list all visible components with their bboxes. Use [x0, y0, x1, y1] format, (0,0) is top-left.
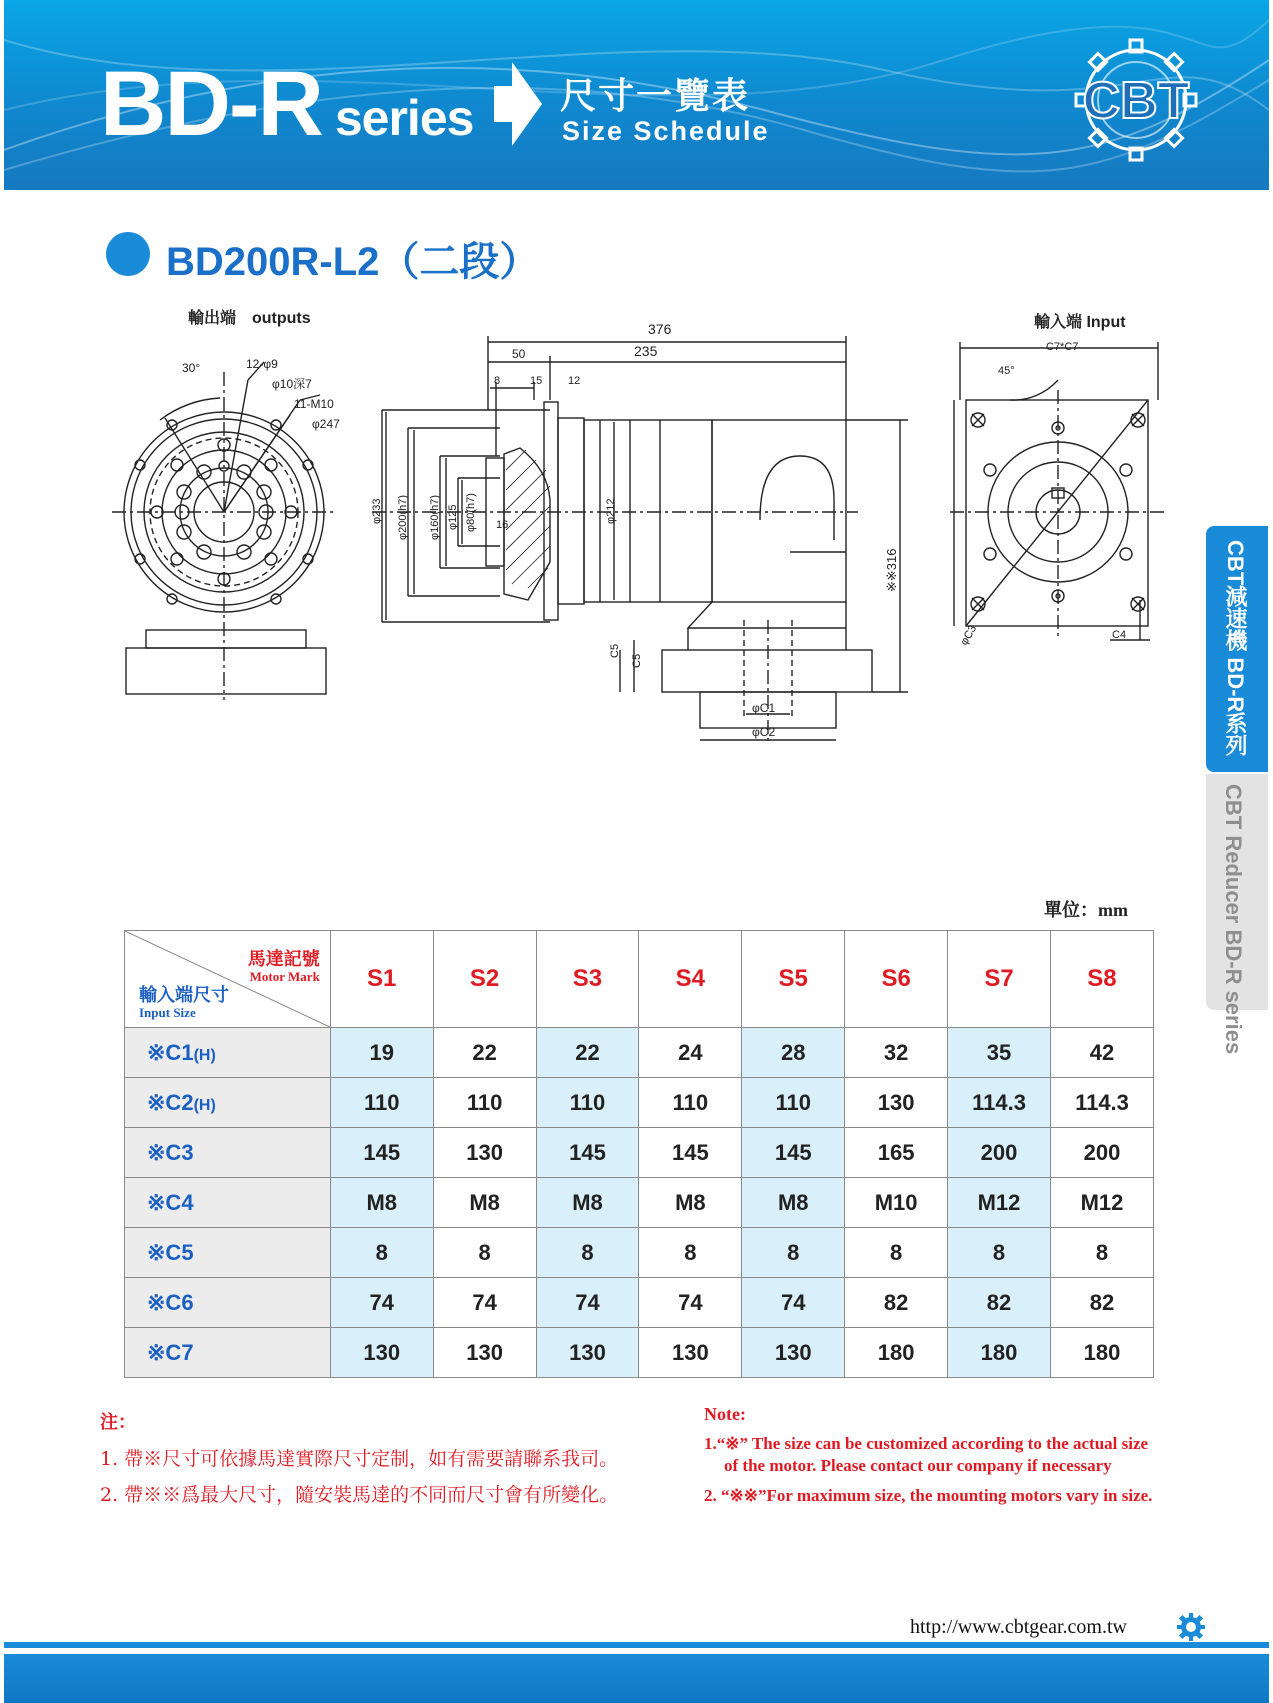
dim-c4: C4: [1112, 629, 1127, 641]
input-end-view: [950, 342, 1166, 640]
table-cell: 110: [742, 1078, 845, 1128]
output-end-label: 輸出端 outputs: [188, 310, 311, 327]
table-cell: 74: [639, 1278, 742, 1328]
dim-16: 16: [496, 519, 509, 531]
column-header: S3: [536, 931, 639, 1028]
table-cell: 32: [845, 1028, 948, 1078]
table-corner-cell: [125, 931, 331, 1028]
row-header: [125, 1328, 331, 1378]
logo-text: CBT: [1082, 72, 1190, 130]
table-cell: 200: [948, 1128, 1051, 1178]
table-cell: 74: [330, 1278, 433, 1328]
table-cell: 8: [742, 1228, 845, 1278]
input-size-label: 輸入端尺寸: [139, 985, 229, 1006]
unit-label: 單位：mm: [1044, 900, 1128, 920]
note-cn-2: 2. 帶※※爲最大尺寸，隨安裝馬達的不同而尺寸會有所變化。: [100, 1484, 619, 1506]
table-cell: 110: [639, 1078, 742, 1128]
table-cell: M10: [845, 1178, 948, 1228]
table-cell: 130: [330, 1328, 433, 1378]
table-cell: 130: [433, 1128, 536, 1178]
dim-angle-30: 30°: [182, 361, 201, 375]
column-header: S7: [948, 931, 1051, 1028]
section-title: BD200R-L2（二段）: [166, 240, 540, 284]
table-cell: 165: [845, 1128, 948, 1178]
dim-pin: φ10深7: [272, 377, 312, 391]
subtitle-en: Size Schedule: [562, 116, 770, 146]
dim-160: φ160(h7): [429, 494, 441, 540]
table-cell: M8: [330, 1178, 433, 1228]
subtitle-cn: 尺寸一覽表: [560, 76, 751, 117]
table-cell: M8: [639, 1178, 742, 1228]
note-en-2: 2. “※※”For maximum size, the mounting motors vary in size.: [704, 1486, 1153, 1505]
dim-80: φ80(h7): [465, 493, 477, 532]
motor-mark-label: 馬達記號: [247, 949, 320, 970]
dim-c7: C7*C7: [1046, 341, 1079, 353]
table-cell: M12: [1050, 1178, 1153, 1228]
table-cell: 145: [639, 1128, 742, 1178]
table-cell: 8: [433, 1228, 536, 1278]
column-header: S5: [742, 931, 845, 1028]
table-cell: 110: [536, 1078, 639, 1128]
table-row: [125, 1128, 1154, 1178]
dim-12: 12: [568, 375, 581, 387]
table-cell: 130: [536, 1328, 639, 1378]
dim-15: 15: [530, 375, 543, 387]
dim-flange: 50: [512, 347, 526, 361]
dim-c1: φC1: [752, 701, 776, 715]
table-cell: 180: [845, 1328, 948, 1378]
table-cell: M12: [948, 1178, 1051, 1228]
dim-height-316: ※※316: [884, 548, 899, 592]
table-cell: M8: [433, 1178, 536, 1228]
notes-title-cn: 注：: [100, 1412, 136, 1433]
table-cell: 74: [536, 1278, 639, 1328]
table-cell: 130: [742, 1328, 845, 1378]
dim-c5-a: C5: [609, 643, 621, 658]
table-cell: 130: [845, 1078, 948, 1128]
table-cell: M8: [536, 1178, 639, 1228]
table-cell: 130: [639, 1328, 742, 1378]
dim-125: φ125: [447, 504, 459, 530]
table-row: [125, 1178, 1154, 1228]
row-label: ※C2: [147, 1089, 194, 1115]
column-header: S2: [433, 931, 536, 1028]
dim-c5-b: C5: [631, 653, 643, 668]
dim-pcd: φ247: [312, 417, 340, 431]
row-header: [125, 1128, 331, 1178]
row-label-suffix: (H): [193, 1046, 216, 1064]
footer-divider: [4, 1642, 1269, 1648]
row-label: ※C3: [147, 1139, 194, 1165]
row-label: ※C6: [147, 1289, 194, 1315]
row-label: ※C5: [147, 1239, 194, 1265]
table-cell: 28: [742, 1028, 845, 1078]
table-cell: 180: [1050, 1328, 1153, 1378]
side-tab-text-cn: CBT減速機 BD-R系列: [1223, 540, 1248, 757]
table-cell: 8: [948, 1228, 1051, 1278]
table-cell: 35: [948, 1028, 1051, 1078]
column-header: S4: [639, 931, 742, 1028]
series-suffix: series: [321, 90, 474, 146]
table-row: [125, 1328, 1154, 1378]
table-cell: 74: [433, 1278, 536, 1328]
dim-c3: φC3: [958, 623, 980, 648]
table-cell: 82: [1050, 1278, 1153, 1328]
table-cell: 22: [536, 1028, 639, 1078]
website-link[interactable]: http://www.cbtgear.com.tw: [910, 1616, 1127, 1638]
row-header: [125, 1228, 331, 1278]
note-cn-1: 1. 帶※尺寸可依據馬達實際尺寸定制，如有需要請聯系我司。: [100, 1448, 619, 1470]
table-cell: 110: [330, 1078, 433, 1128]
table-cell: 82: [845, 1278, 948, 1328]
side-section-view: [372, 336, 908, 740]
dim-c2: φC2: [752, 725, 776, 739]
table-cell: 114.3: [1050, 1078, 1153, 1128]
table-cell: 110: [433, 1078, 536, 1128]
footer-bar: [4, 1654, 1269, 1703]
dim-200: φ200(h7): [397, 494, 409, 540]
input-end-label: 輸入端 Input: [1034, 314, 1126, 331]
table-cell: 19: [330, 1028, 433, 1078]
dim-total-length: 376: [648, 321, 672, 337]
size-schedule-table: [124, 930, 1154, 1378]
column-header: S6: [845, 931, 948, 1028]
row-label: ※C1: [147, 1039, 194, 1065]
table-cell: 22: [433, 1028, 536, 1078]
table-row: [125, 1228, 1154, 1278]
table-cell: 24: [639, 1028, 742, 1078]
series-name: BD-R: [100, 53, 322, 155]
notes-title-en: Note:: [704, 1404, 746, 1424]
motor-mark-label-en: Motor Mark: [249, 969, 320, 984]
row-header: [125, 1078, 331, 1128]
table-cell: 145: [330, 1128, 433, 1178]
dim-tap: 11-M10: [294, 397, 334, 411]
output-end-view: [112, 362, 336, 700]
table-cell: 180: [948, 1328, 1051, 1378]
table-cell: 8: [845, 1228, 948, 1278]
row-label: ※C7: [147, 1339, 194, 1365]
row-header: [125, 1278, 331, 1328]
table-cell: 82: [948, 1278, 1051, 1328]
dim-8: 8: [494, 375, 501, 387]
dim-holes: 12-φ9: [246, 357, 278, 371]
dim-angle-45: 45°: [998, 365, 1015, 377]
table-cell: 74: [742, 1278, 845, 1328]
row-header: [125, 1028, 331, 1078]
table-row: [125, 1078, 1154, 1128]
table-cell: 8: [639, 1228, 742, 1278]
column-header: S8: [1050, 931, 1153, 1028]
table-cell: 8: [536, 1228, 639, 1278]
table-cell: 130: [433, 1328, 536, 1378]
table-row: [125, 1278, 1154, 1328]
table-cell: 8: [330, 1228, 433, 1278]
dim-212: φ212: [605, 498, 617, 524]
table-cell: 8: [1050, 1228, 1153, 1278]
table-cell: M8: [742, 1178, 845, 1228]
table-cell: 145: [536, 1128, 639, 1178]
table-cell: 114.3: [948, 1078, 1051, 1128]
table-cell: 42: [1050, 1028, 1153, 1078]
input-size-label-en: Input Size: [139, 1005, 196, 1020]
table-cell: 200: [1050, 1128, 1153, 1178]
note-en-1-cont: of the motor. Please contact our company if necessary: [724, 1456, 1112, 1475]
side-tab-text-en: CBT Reducer BD-R series: [1221, 784, 1246, 1055]
technical-drawings: [0, 0, 1273, 780]
note-en-1: 1.“※” The size can be customized according to the actual size: [704, 1434, 1149, 1453]
row-label-suffix: (H): [193, 1096, 216, 1114]
row-header: [125, 1178, 331, 1228]
table-cell: 145: [742, 1128, 845, 1178]
gear-icon: [1176, 1612, 1206, 1642]
row-label: ※C4: [147, 1189, 194, 1215]
table-row: [125, 1028, 1154, 1078]
dim-body-length: 235: [634, 343, 658, 359]
table-header-row: [125, 931, 1154, 1028]
column-header: S1: [330, 931, 433, 1028]
dim-233: φ233: [371, 498, 383, 524]
